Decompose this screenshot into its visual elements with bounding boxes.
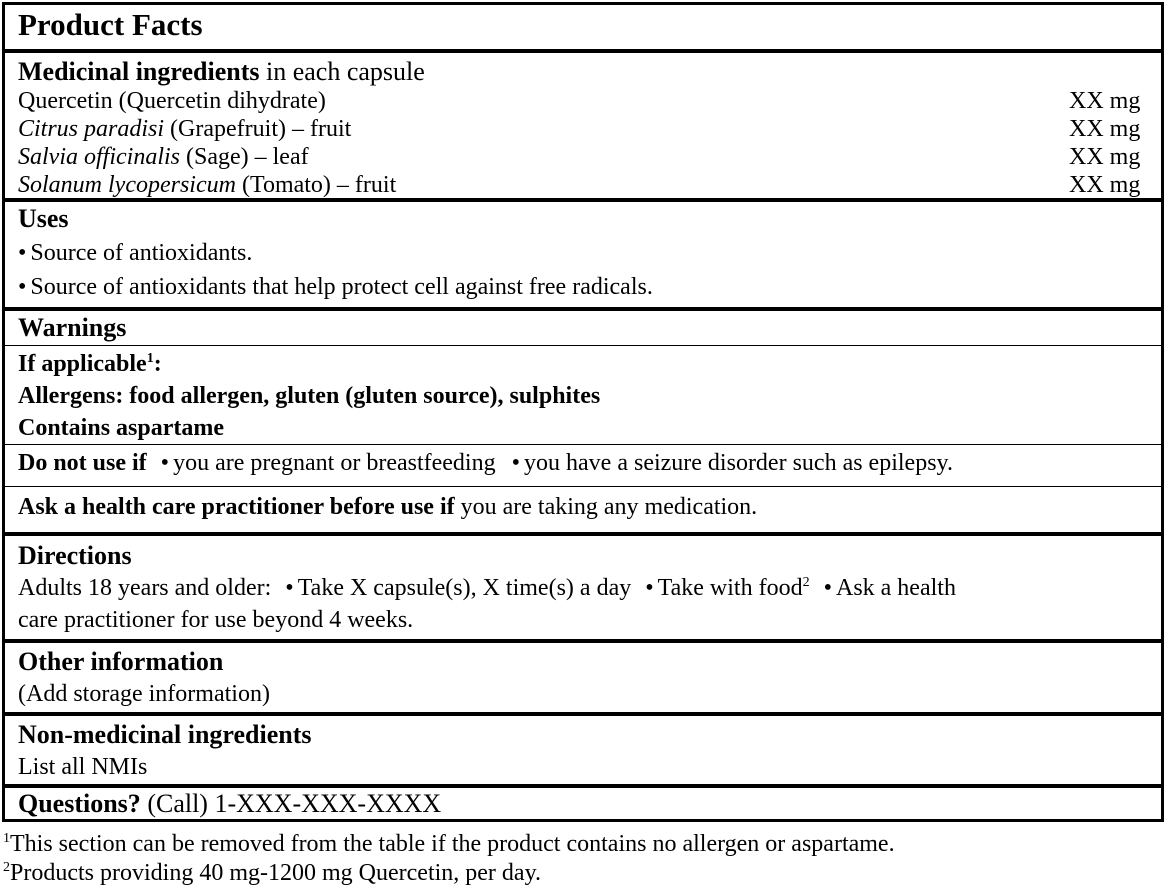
directions-line: care practitioner for use beyond 4 weeks.: [18, 607, 414, 633]
ingredient-row: [18, 115, 1153, 143]
product-facts-table: [2, 2, 1164, 822]
ingredient-latin-name: Salvia officinalis: [18, 144, 180, 170]
directions-heading: Directions: [18, 541, 132, 570]
bullet: •: [18, 274, 27, 300]
footnote: [3, 830, 895, 859]
footnote-ref: 1: [146, 351, 154, 366]
footnote: [3, 859, 895, 888]
directions-section: [5, 532, 1161, 639]
bullet: •: [645, 575, 654, 601]
other-information-section: [5, 639, 1161, 712]
questions-section: [5, 784, 1161, 819]
bullet: •: [160, 450, 170, 476]
uses-section: [5, 198, 1161, 307]
do-not-use-item: you have a seizure disorder such as epilepsy.: [524, 450, 953, 476]
medicinal-ingredients-section: [5, 49, 1161, 198]
ingredient-amount: XX mg: [1069, 144, 1141, 170]
ask-text: you are taking any medication.: [454, 494, 758, 520]
medicinal-heading: [18, 58, 1153, 87]
bullet: •: [285, 575, 294, 601]
uses-heading: Uses: [18, 204, 69, 233]
other-heading: Other information: [18, 647, 224, 676]
bullet: •: [511, 450, 521, 476]
directions-item: Take with food: [657, 575, 803, 601]
questions-label: Questions?: [18, 789, 141, 818]
if-applicable-line: [18, 348, 1153, 380]
warnings-heading: Warnings: [18, 313, 127, 342]
uses-item-text: Source of antioxidants that help protect cell against free radicals.: [30, 274, 653, 300]
allergen-section: [5, 345, 1161, 444]
ask-practitioner-section: [5, 486, 1161, 532]
ingredient-row: [18, 171, 1153, 199]
medicinal-heading-suffix: in each capsule: [259, 57, 425, 86]
ingredient-latin-name: Solanum lycopersicum: [18, 172, 236, 198]
non-medicinal-text: List all NMIs: [18, 754, 148, 780]
other-text: (Add storage information): [18, 681, 270, 707]
footnote-text: This section can be removed from the table if the product contains no allergen or aspartame.: [10, 831, 895, 857]
if-applicable-label: If applicable: [18, 351, 147, 377]
ingredient-name: (Grapefruit) – fruit: [164, 116, 352, 142]
footnote-mark: 1: [3, 831, 10, 846]
ingredient-amount: XX mg: [1069, 88, 1141, 114]
warnings-section: [5, 307, 1161, 345]
directions-item: Take X capsule(s), X time(s) a day: [297, 575, 632, 601]
footnote-mark: 2: [3, 860, 10, 875]
non-medicinal-heading: Non-medicinal ingredients: [18, 720, 312, 749]
medicinal-heading-label: Medicinal ingredients: [18, 57, 260, 86]
ask-label: Ask a health care practitioner before use if: [18, 494, 455, 520]
directions-line: [18, 572, 1153, 604]
allergens-line: Allergens: food allergen, gluten (gluten source), sulphites: [18, 383, 601, 409]
ingredient-latin-name: Citrus paradisi: [18, 116, 165, 142]
directions-intro: Adults 18 years and older:: [18, 575, 272, 601]
bullet: •: [18, 240, 27, 266]
colon: :: [153, 351, 162, 377]
aspartame-line: Contains aspartame: [18, 415, 225, 441]
directions-item: Ask a health: [835, 575, 956, 601]
non-medicinal-section: [5, 712, 1161, 784]
page-title: Product Facts: [18, 7, 203, 42]
do-not-use-label: Do not use if: [18, 450, 147, 476]
ingredient-name: (Sage) – leaf: [180, 144, 309, 170]
ingredient-row: [18, 87, 1153, 115]
uses-item: [18, 273, 1153, 301]
bullet: •: [823, 575, 832, 601]
ingredient-amount: XX mg: [1069, 116, 1141, 142]
footnote-ref: 2: [802, 575, 810, 590]
ingredient-row: [18, 143, 1153, 171]
ingredient-name: Quercetin (Quercetin dihydrate): [18, 88, 326, 114]
ingredient-name: (Tomato) – fruit: [235, 172, 397, 198]
ingredient-amount: XX mg: [1069, 172, 1141, 198]
do-not-use-item: you are pregnant or breastfeeding: [173, 450, 496, 476]
do-not-use-section: [5, 444, 1161, 486]
questions-text: (Call) 1-XXX-XXX-XXXX: [140, 789, 442, 818]
footnote-text: Products providing 40 mg-1200 mg Quercetin, per day.: [10, 860, 542, 886]
uses-item: [18, 239, 1153, 267]
uses-item-text: Source of antioxidants.: [30, 240, 253, 266]
footnotes: [3, 830, 895, 888]
